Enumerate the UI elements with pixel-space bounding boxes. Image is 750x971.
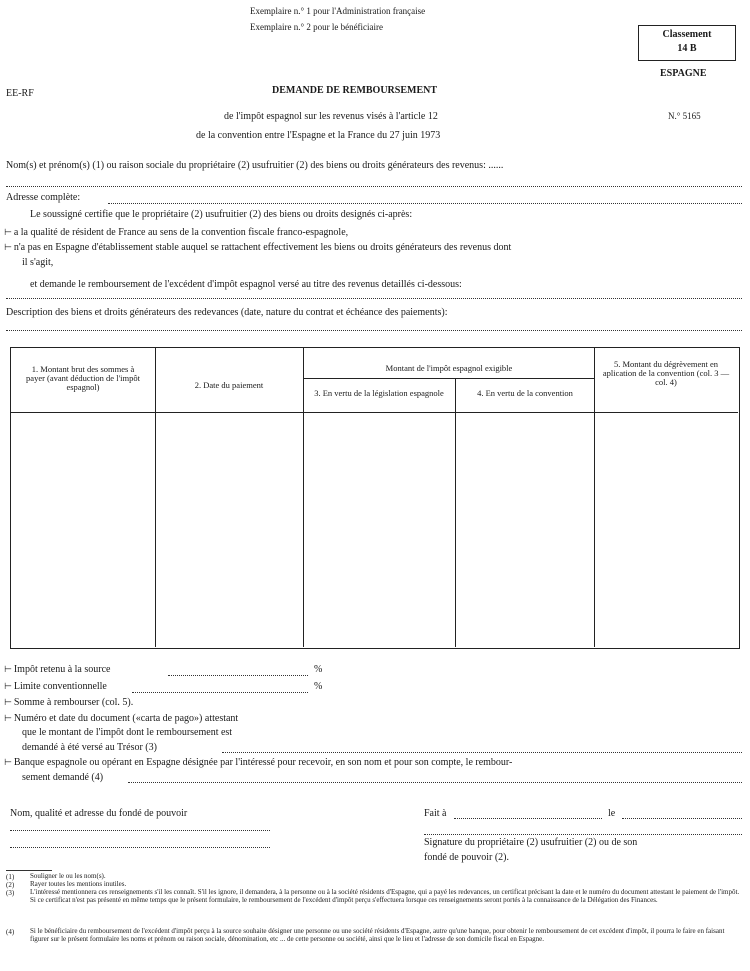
cell-spanish-law[interactable]: [304, 413, 455, 646]
establishment-clause: ⊢ n'a pas en Espagne d'établissement stable auquel se rattachent effectivement les biens ou droits générateurs des revenus dont: [4, 242, 512, 253]
done-at-label: Fait à: [424, 808, 447, 819]
conventional-limit-label: ⊢ Limite conventionnelle: [4, 681, 107, 692]
col-header-convention: 4. En vertu de la convention: [477, 388, 573, 398]
col-header-gross-amount: 1. Montant brut des sommes à payer (avant déduction de l'impôt espagnol): [26, 364, 140, 392]
percent-sign: %: [314, 681, 323, 692]
percent-sign: %: [314, 664, 323, 675]
arrow-bullet-icon: ⊢: [4, 665, 12, 675]
col-header-payment-date: 2. Date du paiement: [194, 380, 264, 390]
doc-number-label-3: demandé à été versé au Trésor (3): [22, 742, 157, 753]
establishment-clause-end: il s'agit,: [22, 257, 54, 268]
resident-clause: ⊢ a la qualité de résident de France au sens de la convention fiscale franco-espagnole,: [4, 227, 349, 238]
address-fill-line[interactable]: [108, 203, 742, 204]
cell-gross-amount[interactable]: [11, 413, 155, 646]
bank-label: ⊢ Banque espagnole ou opérant en Espagne désignée par l'intéressé pour recevoir, en son nom et pour son compte, le rembour-: [4, 757, 513, 768]
arrow-bullet-icon: ⊢: [4, 243, 12, 253]
signature-label: Signature du propriétaire (2) usufruitier (2) ou de son: [424, 837, 638, 848]
bank-label-2: sement demandé (4): [22, 772, 104, 783]
names-fill-line[interactable]: [6, 186, 742, 187]
footnote-2-num: (2): [6, 881, 15, 889]
doc-number-label: ⊢ Numéro et date du document («carta de pago») attestant: [4, 713, 239, 724]
footnote-rule: [6, 870, 52, 871]
arrow-bullet-icon: ⊢: [4, 714, 12, 724]
copy-2-note: Exemplaire n.° 2 pour le bénéficiaire: [250, 22, 384, 32]
tax-withheld-fill[interactable]: [168, 675, 308, 676]
arrow-bullet-icon: ⊢: [4, 698, 12, 708]
cell-relief-amount[interactable]: [595, 413, 737, 646]
form-subtitle-1: de l'impôt espagnol sur les revenus visés à l'article 12: [224, 111, 438, 122]
names-field-label: Nom(s) et prénom(s) (1) ou raison sociale du propriétaire (2) usufruitier (2) des biens ou droits générateurs des revenus: ......: [6, 160, 504, 171]
tax-withheld-label: ⊢ Impôt retenu à la source: [4, 664, 111, 675]
cell-payment-date[interactable]: [156, 413, 303, 646]
signature-label-2: fondé de pouvoir (2).: [424, 852, 509, 863]
date-label: le: [608, 808, 616, 819]
classement-box: [638, 25, 736, 61]
date-fill[interactable]: [622, 818, 742, 819]
sum-to-refund-label: ⊢ Somme à rembourser (col. 5).: [4, 697, 134, 708]
footnote-1: Souligner le ou les nom(s).: [30, 872, 106, 880]
place-fill-2[interactable]: [424, 834, 742, 835]
doc-number-label-2: que le montant de l'impôt dont le remboursement est: [22, 727, 233, 738]
conventional-limit-fill[interactable]: [132, 692, 308, 693]
form-subtitle-2: de la convention entre l'Espagne et la France du 27 juin 1973: [196, 130, 441, 141]
classement-label: Classement: [662, 29, 712, 40]
col-header-spanish-law: 3. En vertu de la législation espagnole: [314, 388, 444, 398]
request-fill-line[interactable]: [6, 298, 742, 299]
done-at-fill[interactable]: [454, 818, 602, 819]
arrow-bullet-icon: ⊢: [4, 682, 12, 692]
agent-fill-2[interactable]: [10, 847, 270, 848]
footnote-4: Si le bénéficiaire du remboursement de l'excédent d'impôt perçu à la source souhaite désigner une personne ou une société résidents d'Espagne, autre qu'une banque, pour obtenir le remboursement de cet excédent d'impôt, il pourra le faire en faisant figurer sur le présent formulaire les noms et prénom ou raison sociale, dénomination, etc ... de cette personne ou société, ainsi que le lieu et l'adresse de son domicile fiscal en Espagne.: [30, 927, 725, 943]
col-header-relief-amount: 5. Montant du dégrèvement en aplication de la convention (col. 3 — col. 4): [602, 359, 730, 387]
copy-1-note: Exemplaire n.° 1 pour l'Administration française: [250, 6, 426, 16]
footnote-1-num: (1): [6, 873, 15, 881]
request-text: et demande le remboursement de l'excédent d'impôt espagnol versé au titre des revenus detaillés ci-dessous:: [30, 279, 462, 290]
form-number: N.° 5165: [668, 111, 701, 121]
arrow-bullet-icon: ⊢: [4, 228, 12, 238]
cell-convention[interactable]: [456, 413, 594, 646]
description-label: Description des biens et droits générateurs des redevances (date, nature du contrat et échéance des paiements):: [6, 307, 448, 318]
country-label: ESPAGNE: [660, 68, 707, 79]
footnote-3: L'intéressé mentionnera ces renseignements s'il les connaît. S'il les ignore, il demandera, à la personne ou à la société résidents d'Espagne, qui a payé les redevances, un certificat précisant la date et le numéro du document attestant le paiement de l'impôt. Si ce certificat n'est pas présenté en même temps que le présent formulaire, le remboursement de l'excédent d'impôt perçu s'effectuera lorsque ces renseignements seront portés à la connaissance de la Délégation des Finances.: [30, 888, 740, 904]
bank-fill[interactable]: [128, 782, 742, 783]
arrow-bullet-icon: ⊢: [4, 758, 12, 768]
address-label: Adresse complète:: [6, 192, 81, 203]
doc-number-fill[interactable]: [222, 752, 742, 753]
agent-label: Nom, qualité et adresse du fondé de pouvoir: [10, 808, 188, 819]
footnote-4-num: (4): [6, 928, 15, 936]
footnote-2: Rayer toutes les mentions inutiles.: [30, 880, 127, 888]
description-fill-line[interactable]: [6, 330, 742, 331]
certify-text: Le soussigné certifie que le propriétaire (2) usufruitier (2) des biens ou droits designés ci-après:: [30, 209, 413, 220]
agent-fill-1[interactable]: [10, 830, 270, 831]
col-header-group-tax: Montant de l'impôt espagnol exigible: [385, 363, 513, 373]
footnote-3-num: (3): [6, 889, 15, 897]
form-title: DEMANDE DE REMBOURSEMENT: [272, 85, 438, 96]
form-code: EE-RF: [6, 88, 34, 99]
classement-code: 14 B: [677, 43, 697, 54]
